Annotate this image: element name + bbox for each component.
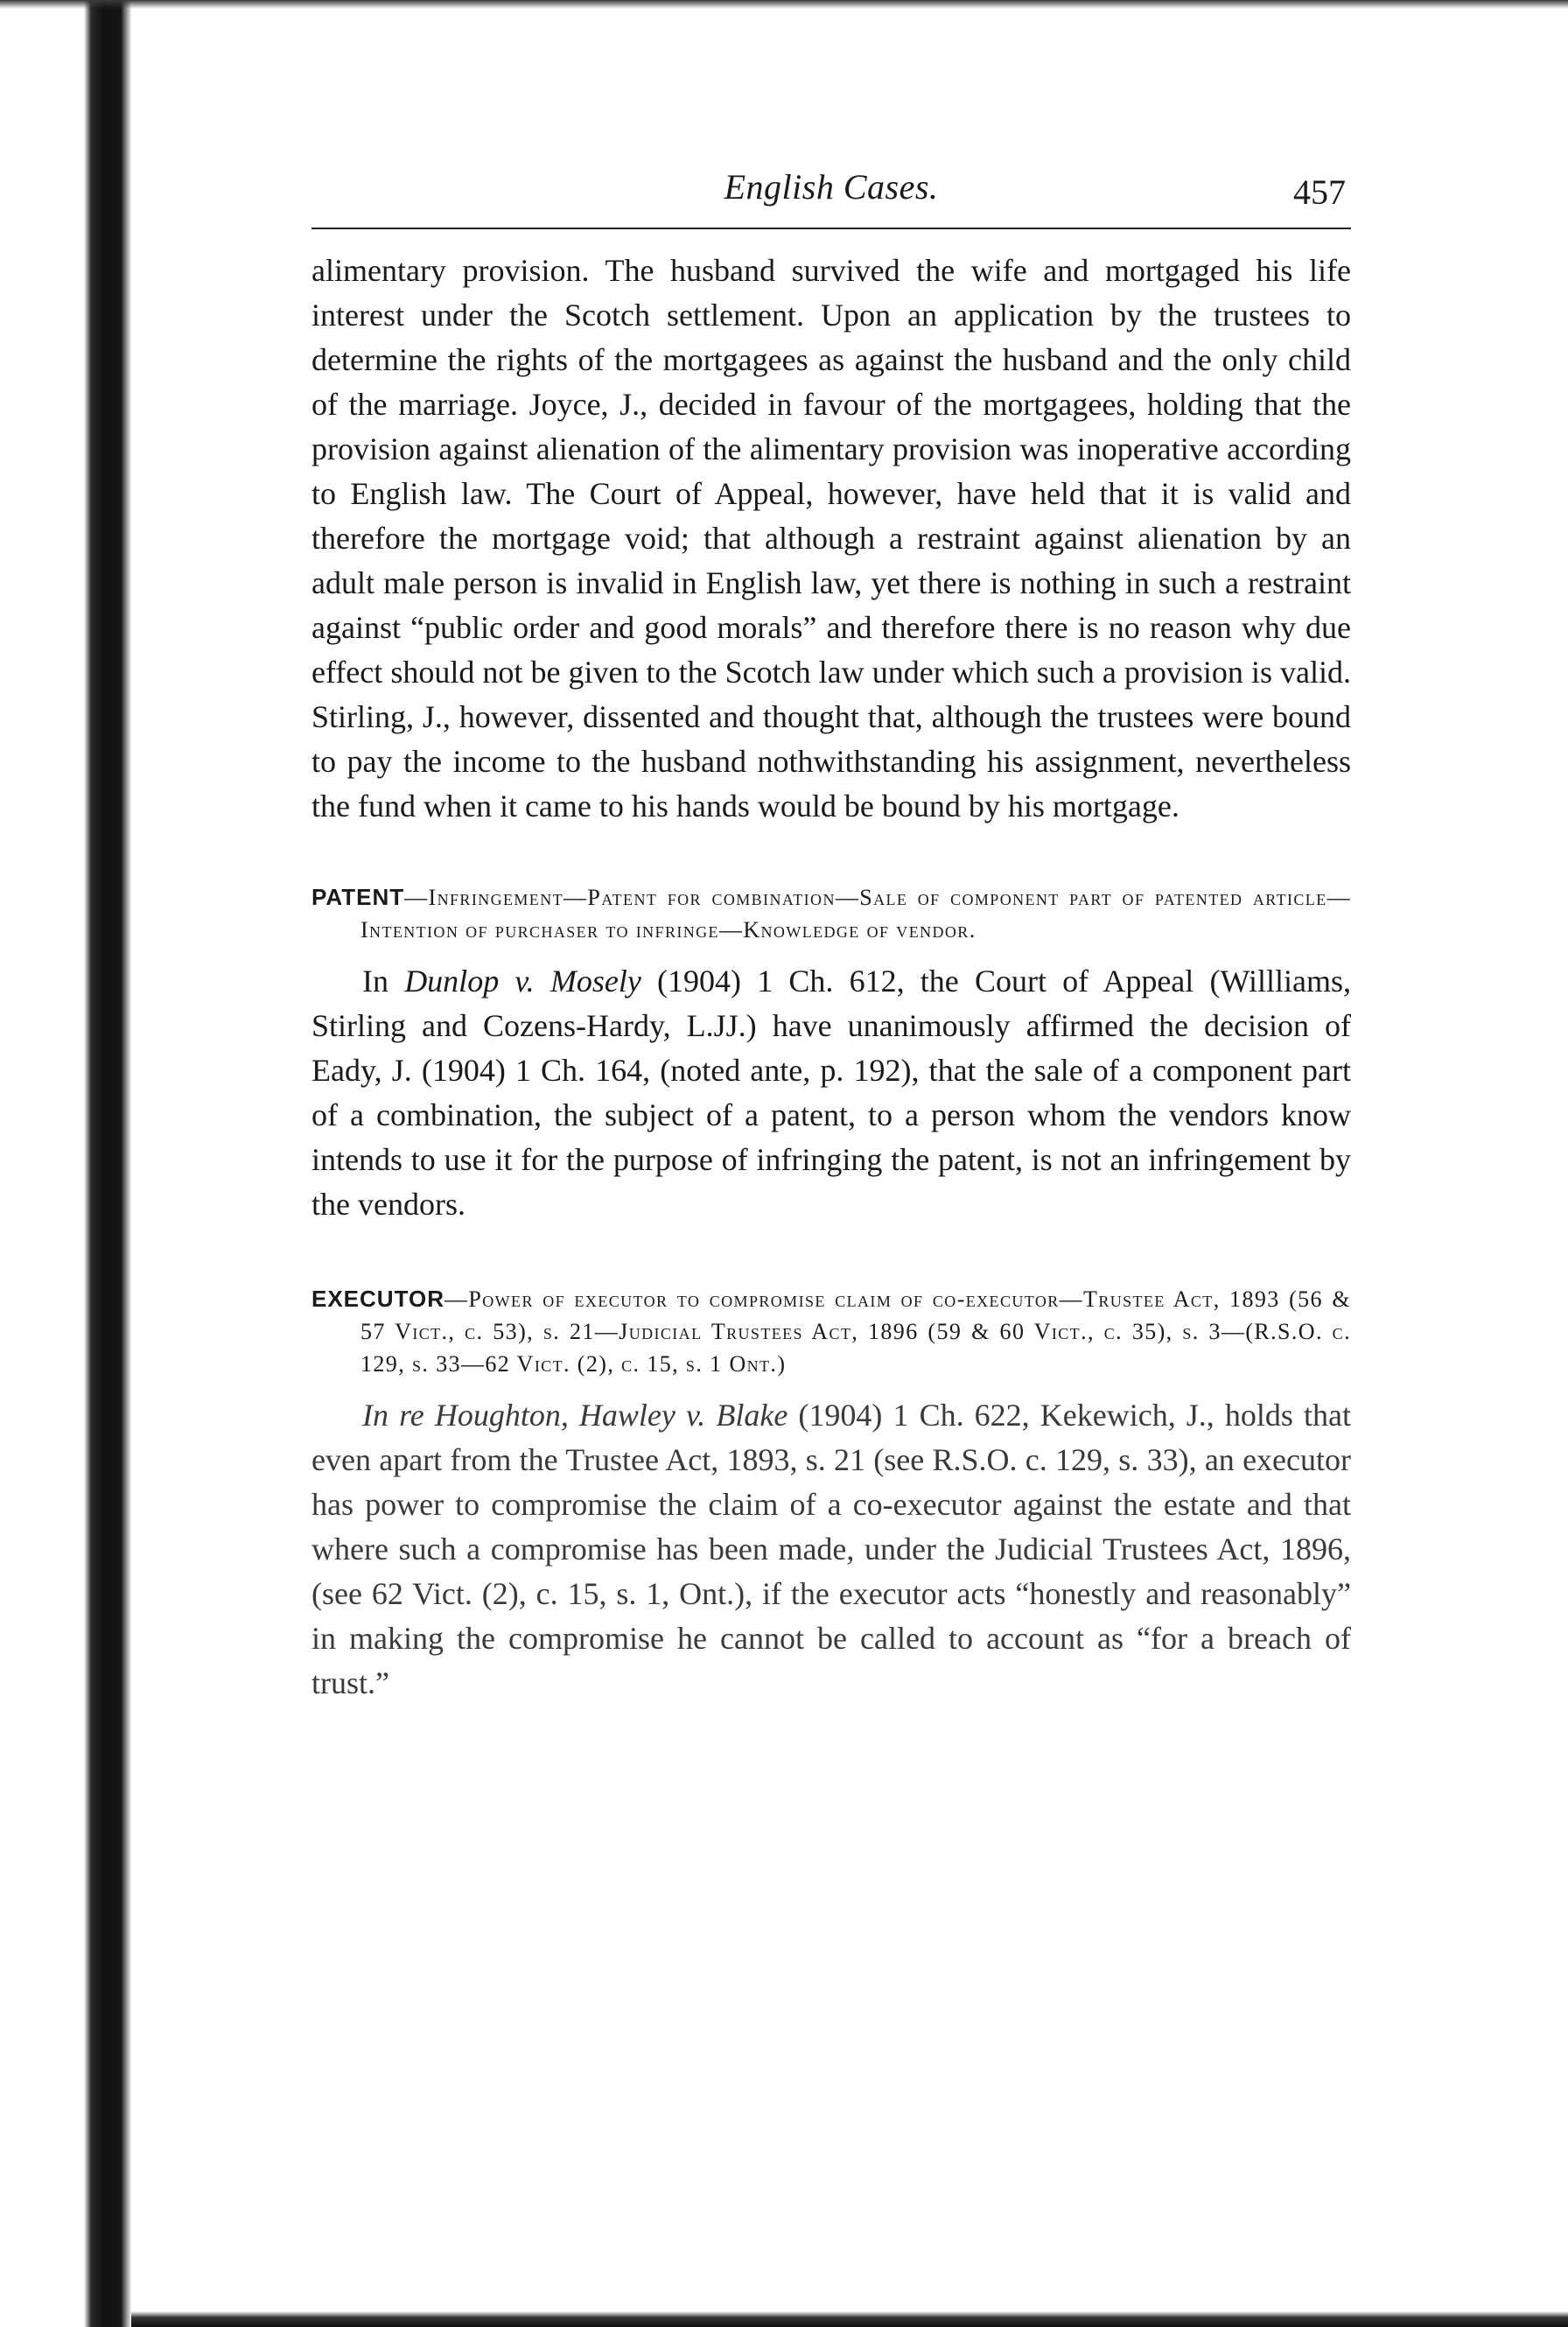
section-paragraph-executor bbox=[312, 1393, 1351, 1706]
page-number: 457 bbox=[1293, 172, 1346, 212]
section-heading-subject: —Power of executor to compromise claim of co-executor—Trustee Act, 1893 (56 & 57 Vict., c. 53), s. 21—Judicial Trustees Act, 1896 (59 & 60 Vict., c. 35), s. 3—(R.S.O. c. 129, s. 33—62 Vict. (2), c. 15, s. 1 Ont.) bbox=[360, 1286, 1351, 1377]
case-name: Dunlop v. Mosely bbox=[404, 964, 641, 999]
scan-bottom-edge bbox=[131, 2311, 1568, 2327]
paragraph-text: (1904) 1 Ch. 622, Kekewich, J., holds that even apart from the Trustee Act, 1893, s. 21 (see R.S.O. c. 129, s. 33), an executor has power to compromise the claim of a co-executor against the estate and that where such a compromise has been made, under the Judicial Trustees Act, 1896, (see 62 Vict. (2), c. 15, s. 1, Ont.), if the executor acts “honestly and reasonably” in making the compromise he cannot be called to account as “for a breach of trust.” bbox=[312, 1398, 1351, 1700]
paragraph-prefix: In bbox=[362, 964, 405, 999]
book-page bbox=[312, 166, 1351, 1706]
book-binding-edge bbox=[0, 0, 131, 2327]
running-header bbox=[312, 166, 1351, 229]
scan-top-edge bbox=[0, 0, 1568, 9]
section-heading-lead: EXECUTOR bbox=[312, 1286, 444, 1312]
section-heading-executor bbox=[312, 1283, 1351, 1381]
running-title: English Cases. bbox=[724, 167, 939, 207]
section-heading-patent bbox=[312, 881, 1351, 947]
opening-paragraph: alimentary provision. The husband survived the wife and mortgaged his life interest under the Scotch settlement. Upon an application by the trustees to determine the rights of the mortgagees as against the husband and the only child of the marriage. Joyce, J., decided in favour of the mortgagees, holding that the provision against alienation of the alimentary provision was inoperative according to English law. The Court of Appeal, however, have held that it is valid and therefore the mortgage void; that although a restraint against alienation by an adult male person is invalid in English law, yet there is nothing in such a restraint against “public order and good morals” and therefore there is no reason why due effect should not be given to the Scotch law under which such a provision is valid. Stirling, J., however, dissented and thought that, although the trustees were bound to pay the income to the husband nothwithstanding his assignment, nevertheless the fund when it came to his hands would be bound by his mortgage. bbox=[312, 253, 1351, 824]
section-heading-lead: PATENT bbox=[312, 884, 405, 910]
case-name: In re Houghton, Hawley v. Blake bbox=[362, 1398, 788, 1433]
paragraph-text: (1904) 1 Ch. 612, the Court of Appeal (Willliams, Stirling and Cozens-Hardy, L.JJ.) have unanimously affirmed the decision of Eady, J. (1904) 1 Ch. 164, (noted ante, p. 192), that the sale of a component part of a combination, the subject of a patent, to a person whom the vendors know intends to use it for the purpose of infringing the patent, is not an infringement by the vendors. bbox=[312, 964, 1351, 1222]
section-heading-subject: —Infringement—Patent for combination—Sale of component part of patented article—Intention of purchaser to infringe—Knowledge of vendor. bbox=[360, 885, 1351, 943]
section-paragraph-patent bbox=[312, 959, 1351, 1227]
